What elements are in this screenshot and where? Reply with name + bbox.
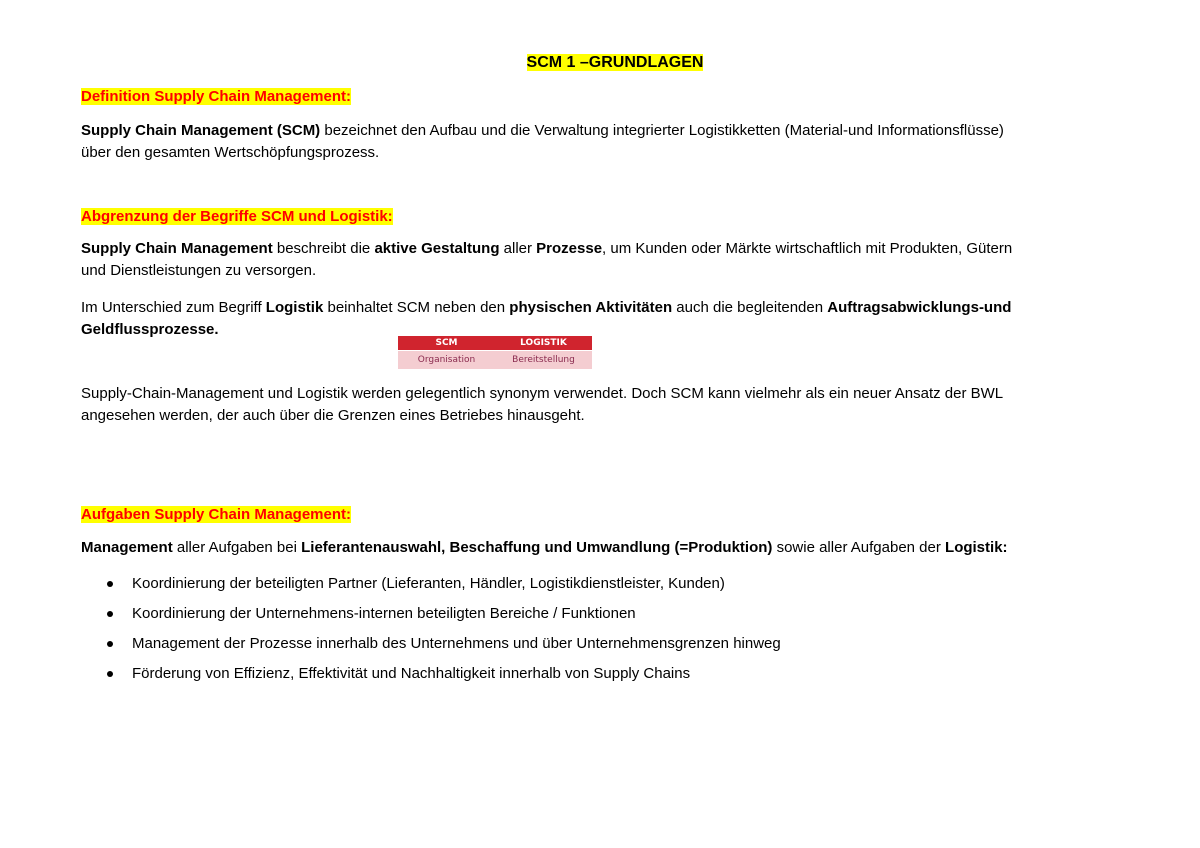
list-item: Koordinierung der Unternehmens-internen beteiligten Bereiche / Funktionen xyxy=(81,604,1141,634)
bullet-icon xyxy=(107,641,113,647)
list-item: Management der Prozesse innerhalb des Unternehmens und über Unternehmensgrenzen hinweg xyxy=(81,634,1141,664)
list-item: Förderung von Effizienz, Effektivität und Nachhaltigkeit innerhalb von Supply Chains xyxy=(81,664,1141,694)
section-aufgaben-heading: Aufgaben Supply Chain Management: xyxy=(81,506,352,523)
bullet-icon xyxy=(107,581,113,587)
bullet-icon xyxy=(107,671,113,677)
abgrenzung-paragraph-1: Supply Chain Management beschreibt die aktive Gestaltung aller Prozesse, um Kunden oder Märkte wirtschaftlich mit Produkten, Gütern und Dienstleistungen zu versorgen. xyxy=(81,240,1013,279)
bullet-icon xyxy=(107,611,113,617)
page-title: SCM 1 –GRUNDLAGEN xyxy=(526,54,704,71)
table-row xyxy=(398,350,592,369)
list-item: Koordinierung der beteiligten Partner (Lieferanten, Händler, Logistikdienstleister, Kunden) xyxy=(81,574,1141,604)
aufgaben-intro: Management aller Aufgaben bei Lieferantenauswahl, Beschaffung und Umwandlung (=Produktion) sowie aller Aufgaben der Logistik: xyxy=(81,539,1008,556)
table-cell-organisation: Organisation xyxy=(417,355,476,365)
aufgaben-list xyxy=(81,574,1141,694)
abgrenzung-paragraph-3: Supply-Chain-Management und Logistik werden gelegentlich synonym verwendet. Doch SCM kann vielmehr als ein neuer Ansatz der BWL angesehen werden, der auch über die Grenzen eines Betriebes hinausgeht. xyxy=(81,385,1004,424)
section-abgrenzung-heading: Abgrenzung der Begriffe SCM und Logistik: xyxy=(81,208,393,225)
section-definition-heading: Definition Supply Chain Management: xyxy=(81,88,352,105)
table-header-logistik: LOGISTIK xyxy=(520,338,567,348)
abgrenzung-paragraph-2: Im Unterschied zum Begriff Logistik beinhaltet SCM neben den physischen Aktivitäten auch die begleitenden Auftragsabwicklungs-und Geldflussprozesse. xyxy=(81,299,1012,338)
table-cell-bereitstellung: Bereitstellung xyxy=(512,355,575,365)
scm-logistik-table xyxy=(398,336,592,368)
table-header-row xyxy=(398,336,592,350)
table-header-scm: SCM xyxy=(435,338,458,348)
definition-paragraph: Supply Chain Management (SCM) bezeichnet den Aufbau und die Verwaltung integrierter Logistikketten (Material-und Informationsflüsse) über den gesamten Wertschöpfungsprozess. xyxy=(81,122,1004,161)
